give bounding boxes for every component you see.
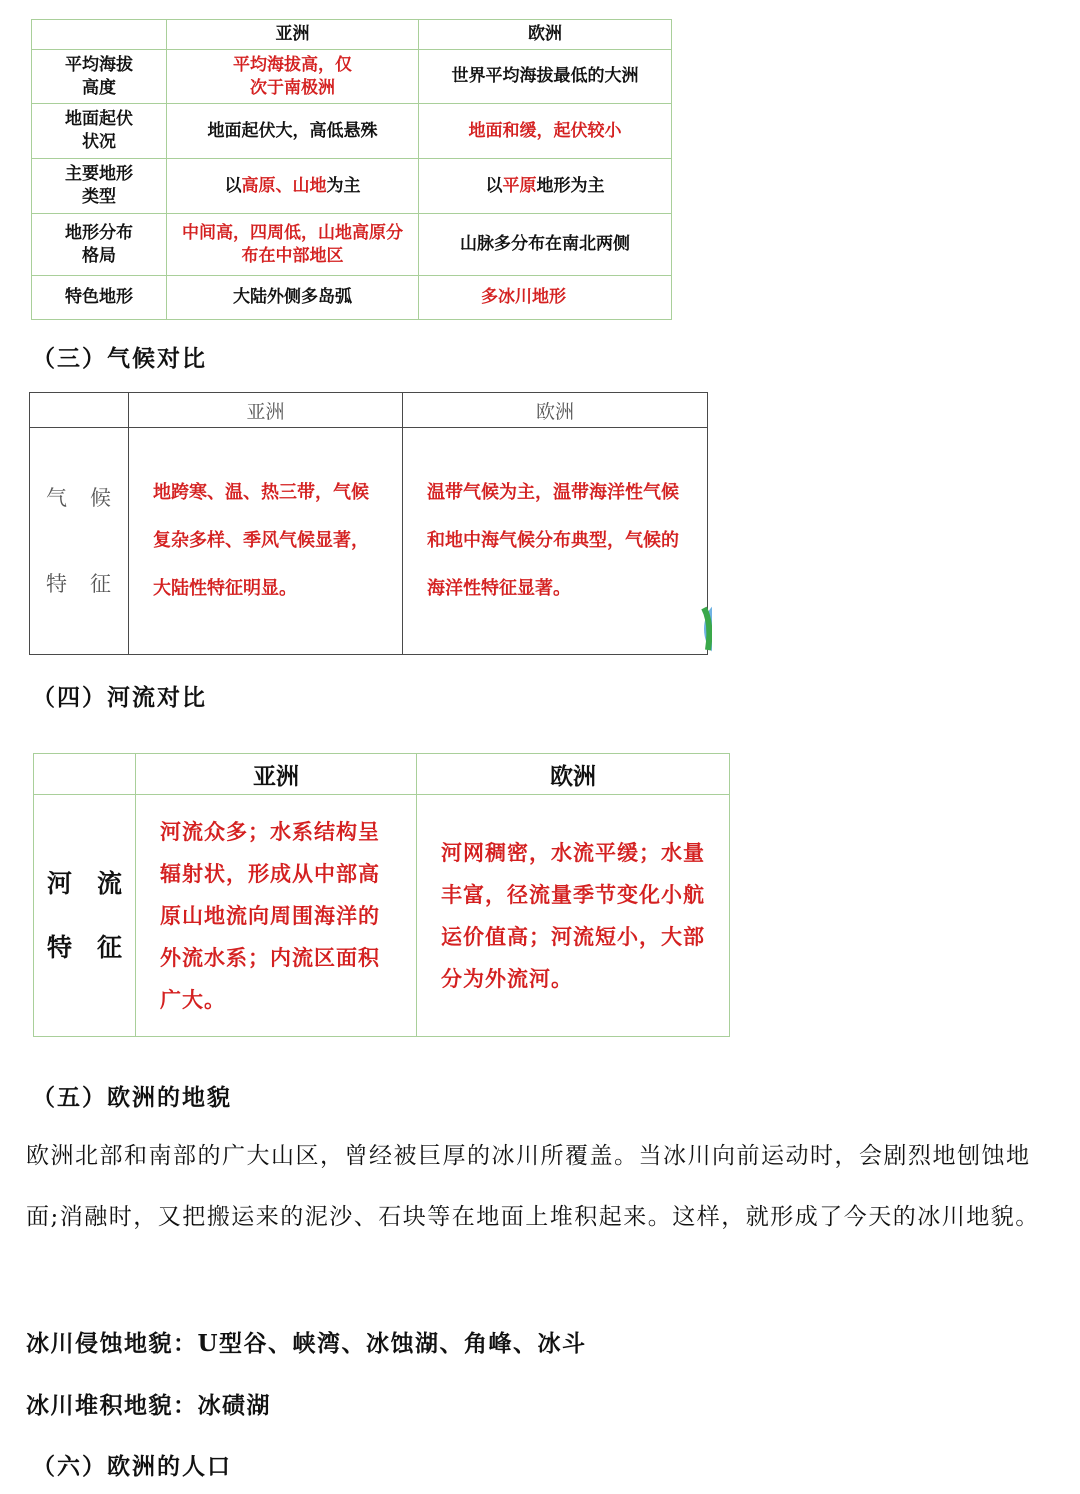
row-label bbox=[34, 795, 136, 1037]
asia-cell: 地跨寒、温、热三带，气候复杂多样、季风气候显著，大陆性特征明显。 bbox=[129, 428, 403, 655]
river-comparison-table bbox=[33, 753, 730, 1037]
europe-cell bbox=[419, 159, 672, 214]
europe-cell: 河网稠密，水流平缓；水量丰富，径流量季节变化小航运价值高；河流短小，大部分为外流河。 bbox=[417, 795, 730, 1037]
row-label-line: 河 流 bbox=[46, 868, 122, 898]
table-header-cell: 亚洲 bbox=[136, 754, 417, 795]
europe-text-pre: 以 bbox=[485, 175, 503, 196]
asia-text-highlight: 高原、山地 bbox=[241, 175, 327, 196]
europe-cell: 山脉多分布在南北两侧 bbox=[419, 214, 672, 276]
erosion-landforms-line: 冰川侵蚀地貌：U型谷、峡湾、冰蚀湖、角峰、冰斗 bbox=[26, 1330, 587, 1357]
asia-cell bbox=[167, 159, 419, 214]
table-header-cell: 欧洲 bbox=[417, 754, 730, 795]
row-label bbox=[30, 428, 129, 655]
table-header-cell bbox=[32, 20, 167, 50]
asia-cell: 河流众多；水系结构呈辐射状，形成从中部高原山地流向周围海洋的外流水系；内流区面积广大。 bbox=[136, 795, 417, 1037]
europe-cell: 地面和缓，起伏较小 bbox=[419, 104, 672, 159]
europe-text-post: 地形为主 bbox=[536, 175, 605, 196]
asia-cell: 平均海拔高，仅次于南极洲 bbox=[167, 50, 419, 104]
asia-cell: 大陆外侧多岛弧 bbox=[167, 276, 419, 320]
table-header-row bbox=[32, 20, 672, 50]
row-label-line: 特 征 bbox=[46, 932, 122, 962]
asia-cell: 中间高，四周低，山地高原分布在中部地区 bbox=[167, 214, 419, 276]
section-heading-climate: （三）气候对比 bbox=[32, 345, 207, 372]
section-heading-population: （六）欧洲的人口 bbox=[32, 1453, 232, 1480]
table-row bbox=[32, 50, 672, 104]
terrain-comparison-table bbox=[31, 19, 672, 320]
table-header-row bbox=[30, 393, 708, 428]
table-row bbox=[30, 428, 708, 655]
climate-comparison-table bbox=[29, 392, 708, 655]
table-header-cell bbox=[34, 754, 136, 795]
asia-text-post: 为主 bbox=[326, 175, 361, 196]
table-row bbox=[32, 214, 672, 276]
table-row bbox=[32, 159, 672, 214]
section-heading-river: （四）河流对比 bbox=[32, 684, 207, 711]
europe-cell: 温带气候为主，温带海洋性气候和地中海气候分布典型，气候的海洋性特征显著。 bbox=[403, 428, 708, 655]
europe-cell: 多冰川地形 bbox=[419, 276, 672, 320]
globe-icon bbox=[698, 598, 712, 660]
row-label: 地形分布格局 bbox=[32, 214, 167, 276]
row-label: 地面起伏状况 bbox=[32, 104, 167, 159]
asia-cell: 地面起伏大，高低悬殊 bbox=[167, 104, 419, 159]
landform-paragraph: 欧洲北部和南部的广大山区，曾经被巨厚的冰川所覆盖。当冰川向前运动时，会剧烈地刨蚀地面;消融时，又把搬运来的泥沙、石块等在地面上堆积起来。这样，就形成了今天的冰川地貌。 bbox=[26, 1143, 1040, 1230]
table-header-cell bbox=[30, 393, 129, 428]
table-header-cell: 欧洲 bbox=[419, 20, 672, 50]
row-label: 特色地形 bbox=[32, 276, 167, 320]
section-heading-landform: （五）欧洲的地貌 bbox=[32, 1084, 232, 1111]
row-label-line: 特 征 bbox=[46, 572, 112, 596]
table-row bbox=[34, 795, 730, 1037]
asia-text-pre: 以 bbox=[224, 175, 242, 196]
table-row bbox=[32, 104, 672, 159]
row-label-line: 气 候 bbox=[46, 486, 112, 510]
deposition-landforms-line: 冰川堆积地貌：冰碛湖 bbox=[26, 1392, 271, 1419]
table-header-row bbox=[34, 754, 730, 795]
table-header-cell: 欧洲 bbox=[403, 393, 708, 428]
row-label: 平均海拔高度 bbox=[32, 50, 167, 104]
table-header-cell: 亚洲 bbox=[167, 20, 419, 50]
row-label: 主要地形类型 bbox=[32, 159, 167, 214]
table-header-cell: 亚洲 bbox=[129, 393, 403, 428]
table-row bbox=[32, 276, 672, 320]
europe-text-highlight: 平原 bbox=[502, 175, 537, 196]
europe-cell: 世界平均海拔最低的大洲 bbox=[419, 50, 672, 104]
